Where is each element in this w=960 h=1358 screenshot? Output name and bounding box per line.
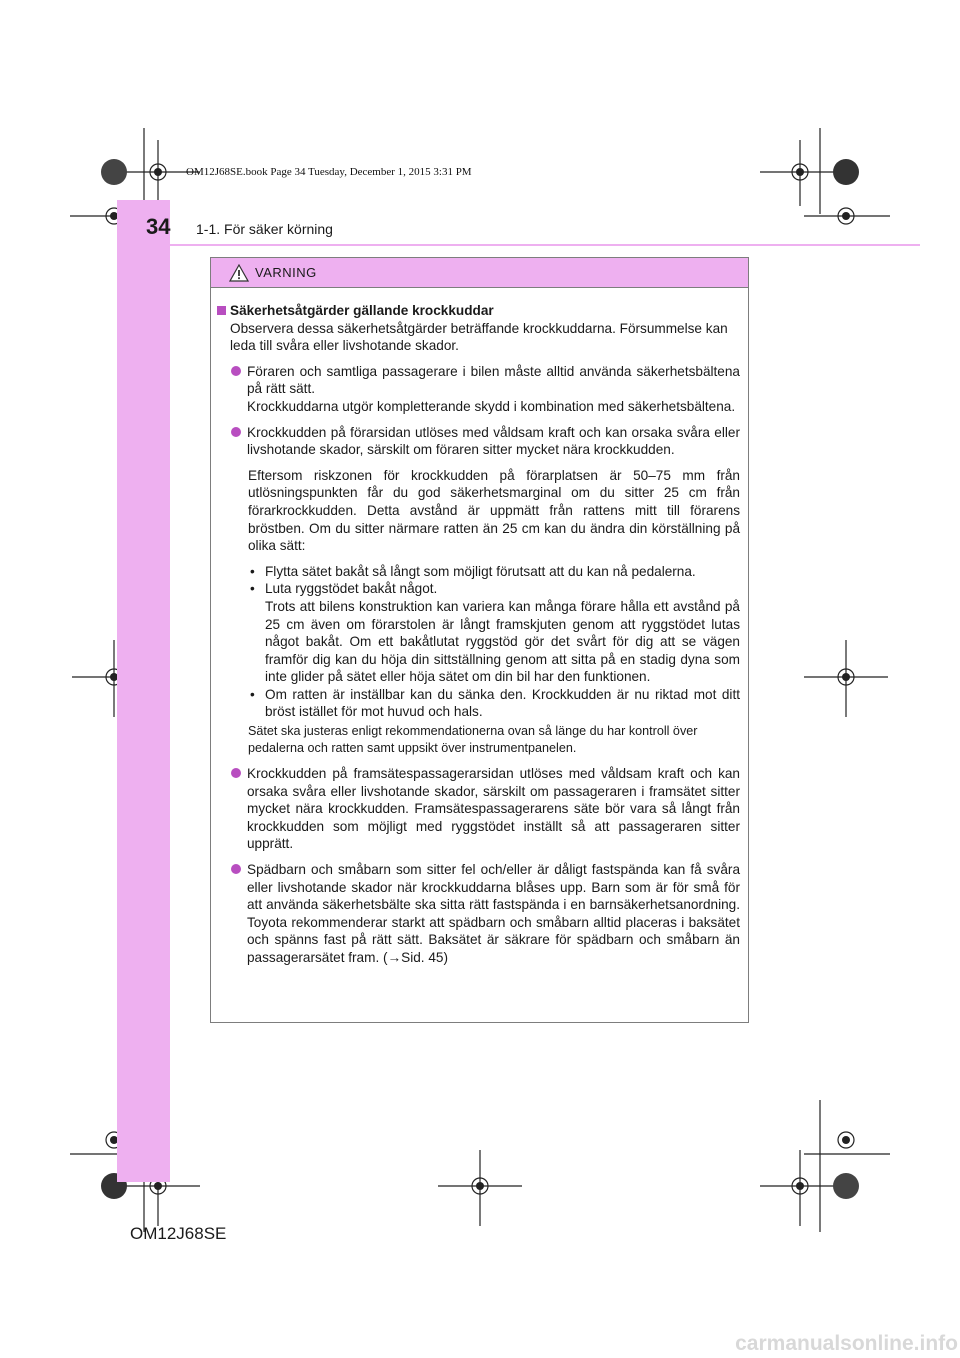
header-rule xyxy=(117,244,920,246)
print-book-stamp: OM12J68SE.book Page 34 Tuesday, December 1, 2015 3:31 PM xyxy=(186,166,472,178)
watermark: carmanualsonline.info xyxy=(735,1332,958,1355)
bullet-item xyxy=(217,765,740,853)
bullet-text: Krockkudden på framsätespassagerarsidan utlöses med våldsam kraft och kan orsaka svåra eller livshotande skador, särskilt om passageraren i framsätet sitter mycket nära krockkudden. Framsätespassagerarens säte bör vara så långt från krockkudden som möjligt med ryggstödet inställt så att passageraren sitter upprätt. xyxy=(247,766,740,852)
bullet-text: Krockkudden på förarsidan utlöses med våldsam kraft och kan orsaka svåra eller livshotande skador, särskilt om föraren sitter mycket nära krockkudden. xyxy=(247,424,740,458)
sub-item-text: Luta ryggstödet bakåt något. Trots att bilens konstruktion kan variera kan många förare hålla ett avstånd på 25 cm även om förarstolen är långt framskjuten genom att ryggstödet lutas något bakåt. Om ett bakåtlutat ryggstöd gör det svårt för dig att se vägen framför dig kan du höja din sittställning genom att sitta på en stadig dyna som inte glider på sätet eller höja sätet om din bil har den funktionen. xyxy=(265,581,740,685)
distance-paragraph: Eftersom riskzonen för krockkudden på förarplatsen är 50–75 mm från utlösningspunkten får du god säkerhetsmarginal om du sitter 25 cm från förarkrockkudden. Detta avstånd är uppmätt från rattens mitt till förarens bröstben. Om du sitter närmare ratten än 25 cm kan du ändra din körställning på olika sätt: xyxy=(248,467,740,554)
bullet-text-body: Spädbarn och småbarn som sitter fel och/eller är dåligt fastspända kan få svåra eller livshotande skador när krockkuddarna blåses upp. Barn som är för små för att använda säkerhetsbälte ska sitta rätt fastspända i en barnsäkerhetsanordning. Toyota rekommenderar starkt att spädbarn och småbarn alltid placeras i baksätet och spänns fast på rätt sätt. Baksätet är säkrare för spädbarn och småbarn än passagerarsätet fram. xyxy=(247,862,740,965)
bullet-text xyxy=(247,861,740,967)
bullet-item xyxy=(217,861,740,967)
circle-bullet-icon xyxy=(231,427,241,437)
warning-heading-text: Säkerhetsåtgärder gällande krockkuddar xyxy=(230,303,494,318)
bullet-text: Föraren och samtliga passagerare i bilen måste alltid använda säkerhetsbältena på rätt sätt. Krockkuddarna utgör kompletterande skydd i kombination med säkerhetsbältena. xyxy=(247,363,740,414)
square-bullet-icon xyxy=(217,306,226,315)
circle-bullet-icon xyxy=(231,366,241,376)
sub-list xyxy=(248,563,740,721)
bullet-item xyxy=(217,424,740,459)
footer-code: OM12J68SE xyxy=(130,1224,227,1243)
circle-bullet-icon xyxy=(231,864,241,874)
bullet-item xyxy=(217,363,740,416)
sub-item: • Om ratten är inställbar kan du sänka den. Krockkudden är nu riktad mot ditt bröst istället för mot huvud och hals. xyxy=(250,686,740,720)
sub-item-text: Flytta sätet bakåt så långt som möjligt förutsatt att du kan nå pedalerna. xyxy=(265,563,696,579)
sub-item-text: Om ratten är inställbar kan du sänka den. Krockkudden är nu riktad mot ditt bröst istället för mot huvud och hals. xyxy=(265,686,740,720)
section-title: 1-1. För säker körning xyxy=(196,221,333,237)
warning-box xyxy=(210,257,749,1023)
warning-body xyxy=(211,288,748,967)
circle-bullet-icon xyxy=(231,768,241,778)
page-reference-link[interactable]: (→Sid. 45) xyxy=(383,950,448,965)
sub-item: • Luta ryggstödet bakåt något. Trots att bilens konstruktion kan variera kan många förare hålla ett avstånd på 25 cm även om förarstolen är långt framskjuten genom att ryggstödet lutas något bakåt. Om ett bakåtlutat ryggstöd gör det svårt för dig att se vägen framför dig kan du höja din sittställning genom att sitta på en stadig dyna som inte glider på sätet eller höja sätet om din bil har den funktionen. xyxy=(250,581,740,685)
warning-header xyxy=(211,258,748,288)
chapter-side-tab xyxy=(117,200,170,1182)
page-number: 34 xyxy=(146,214,171,239)
warning-heading xyxy=(217,302,740,320)
seat-note: Sätet ska justeras enligt rekommendationerna ovan så länge du har kontroll över pedalerna och ratten samt uppsikt över instrumentpanelen. xyxy=(248,724,698,756)
warning-title: VARNING xyxy=(255,265,317,280)
sub-item: • Flytta sätet bakåt så långt som möjligt förutsatt att du kan nå pedalerna. xyxy=(248,563,740,581)
warning-triangle-icon xyxy=(229,264,249,282)
warning-intro: Observera dessa säkerhetsåtgärder beträffande krockkuddarna. Försummelse kan leda till svåra eller livshotande skador. xyxy=(230,320,728,354)
